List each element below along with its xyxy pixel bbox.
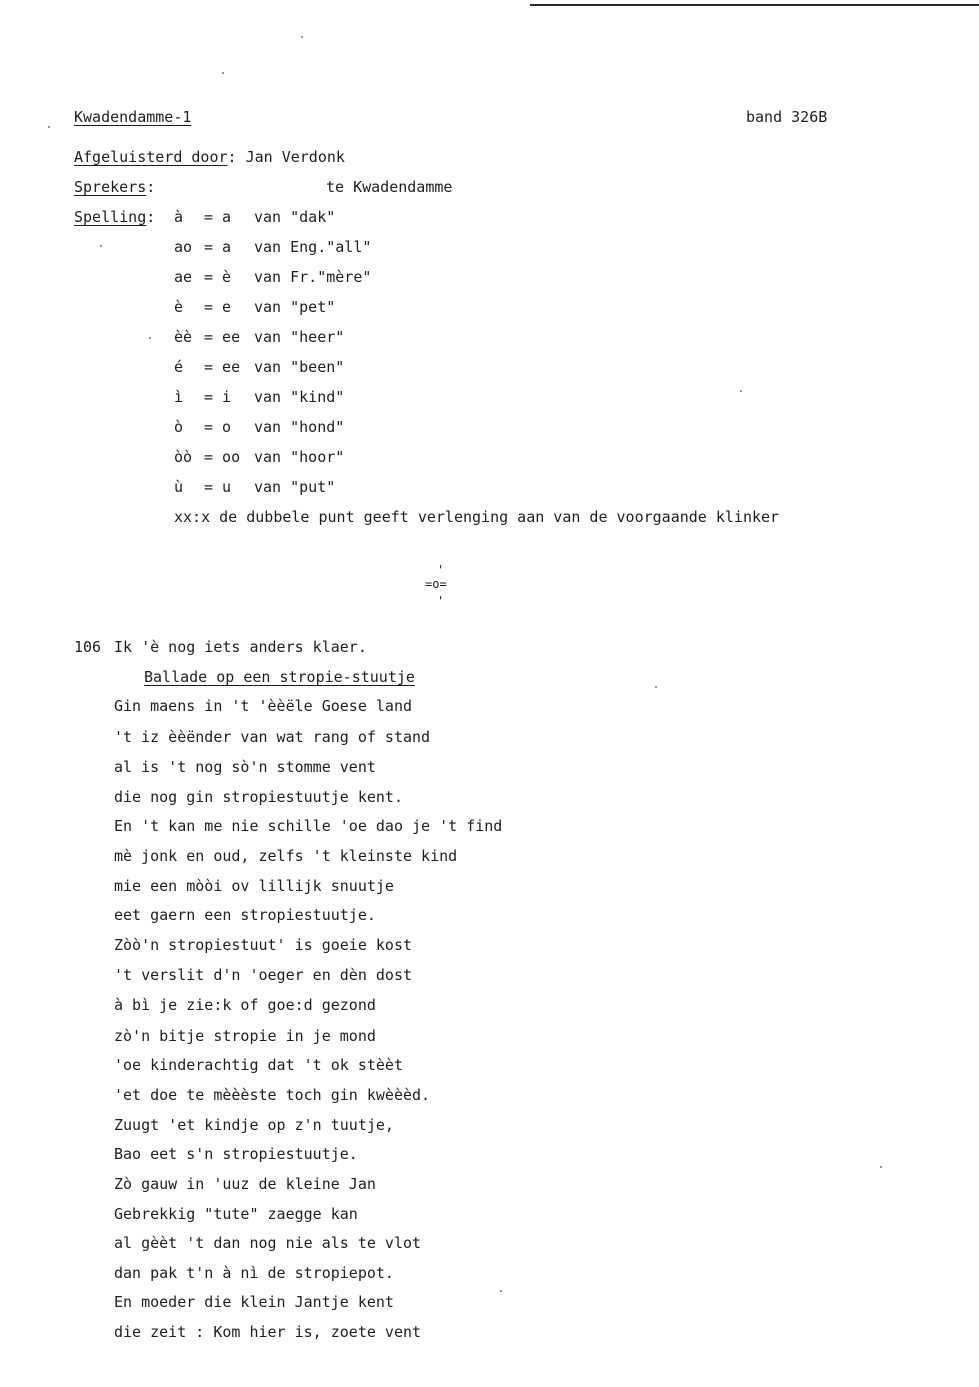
ballad-line: 'et doe te mèèèste toch gin kwèèèd. <box>114 1086 431 1104</box>
speakers-colon: : <box>146 178 156 196</box>
spelling-example: van "dak" <box>254 208 336 226</box>
band-number: band 326B <box>746 108 828 126</box>
spelling-symbol: ò <box>174 418 184 436</box>
ballad-line: Zò gauw in 'uuz de kleine Jan <box>114 1175 376 1193</box>
ballad-line: En moeder die klein Jantje kent <box>114 1293 394 1311</box>
ballad-line: Zòò'n stropiestuut' is goeie kost <box>114 936 413 954</box>
spelling-equals: = o <box>204 418 232 436</box>
place-title: Kwadendamme-1 <box>74 108 192 126</box>
ballad-line: à bì je zie:k of goe:d gezond <box>114 996 376 1014</box>
spelling-symbol: à <box>174 208 184 226</box>
speakers-value: te Kwadendamme <box>326 178 453 196</box>
spelling-label: Spelling <box>74 208 147 226</box>
ballad-line: 't iz èèënder van wat rang of stand <box>114 728 431 746</box>
spelling-symbol: ì <box>174 388 184 406</box>
spelling-equals: = ee <box>204 358 241 376</box>
spelling-equals: = è <box>204 268 232 286</box>
speck <box>880 1166 882 1168</box>
spelling-symbol: èè <box>174 328 193 346</box>
transcript-number: 106 <box>74 638 102 656</box>
spelling-symbol: òò <box>174 448 193 466</box>
ballad-line: die zeit : Kom hier is, zoete vent <box>114 1323 422 1341</box>
ballad-line: die nog gin stropiestuutje kent. <box>114 788 403 806</box>
spelling-colon: : <box>146 208 156 226</box>
spelling-example: van "hoor" <box>254 448 345 466</box>
spelling-symbol: ae <box>174 268 193 286</box>
speck <box>100 245 102 247</box>
listened-row <box>74 147 345 167</box>
spelling-equals: = oo <box>204 448 241 466</box>
spelling-equals: = a <box>204 208 232 226</box>
spelling-example: van Eng."all" <box>254 238 372 256</box>
separator: =o= <box>425 577 447 591</box>
spelling-row <box>74 207 155 227</box>
listened-value: : Jan Verdonk <box>227 148 345 166</box>
spelling-equals: = i <box>204 388 232 406</box>
ballad-line: dan pak t'n à nì de stropiepot. <box>114 1264 394 1282</box>
spelling-note: xx:x de dubbele punt geeft verlenging aan van de voorgaande klinker <box>174 508 780 526</box>
ballad-line: En 't kan me nie schille 'oe dao je 't find <box>114 817 503 835</box>
spelling-example: van "been" <box>254 358 345 376</box>
ballad-line: 't verslit d'n 'oeger en dèn dost <box>114 966 413 984</box>
ballad-title: Ballade op een stropie-stuutje <box>144 668 415 686</box>
spelling-symbol: é <box>174 358 184 376</box>
ballad-line: Gebrekkig "tute" zaegge kan <box>114 1205 358 1223</box>
spelling-symbol: ao <box>174 238 193 256</box>
separator-bottom-mark: ' <box>437 594 445 608</box>
speakers-row <box>74 177 155 197</box>
ballad-line: Bao eet s'n stropiestuutje. <box>114 1145 358 1163</box>
ballad-line: zò'n bitje stropie in je mond <box>114 1027 376 1045</box>
ballad-line: mie een mòòi ov lillijk snuutje <box>114 877 394 895</box>
spelling-equals: = ee <box>204 328 241 346</box>
ballad-line: Gin maens in 't 'èèële Goese land <box>114 697 413 715</box>
spelling-example: van "heer" <box>254 328 345 346</box>
speck <box>48 126 50 128</box>
listened-label: Afgeluisterd door <box>74 148 228 166</box>
ballad-line: eet gaern een stropiestuutje. <box>114 906 376 924</box>
speck <box>222 72 224 74</box>
spelling-example: van "kind" <box>254 388 345 406</box>
spelling-example: van "put" <box>254 478 336 496</box>
ballad-line: al is 't nog sò'n stomme vent <box>114 758 376 776</box>
spelling-symbol: è <box>174 298 184 316</box>
ballad-line: mè jonk en oud, zelfs 't kleinste kind <box>114 847 458 865</box>
transcript-intro: Ik 'è nog iets anders klaer. <box>114 638 367 656</box>
spelling-example: van "hond" <box>254 418 345 436</box>
spelling-example: van "pet" <box>254 298 336 316</box>
ballad-line: 'oe kinderachtig dat 't ok stèèt <box>114 1056 403 1074</box>
speck <box>301 36 303 38</box>
spelling-equals: = u <box>204 478 232 496</box>
top-rule <box>530 4 979 6</box>
ballad-line: Zuugt 'et kindje op z'n tuutje, <box>114 1116 394 1134</box>
separator-top-mark: ' <box>437 563 445 577</box>
spelling-equals: = a <box>204 238 232 256</box>
ballad-line: al gèèt 't dan nog nie als te vlot <box>114 1234 422 1252</box>
speck <box>740 390 742 392</box>
speakers-label: Sprekers <box>74 178 147 196</box>
speck <box>149 337 151 339</box>
spelling-example: van Fr."mère" <box>254 268 372 286</box>
speck <box>500 1290 502 1292</box>
spelling-symbol: ù <box>174 478 184 496</box>
spelling-equals: = e <box>204 298 232 316</box>
speck <box>655 686 657 688</box>
